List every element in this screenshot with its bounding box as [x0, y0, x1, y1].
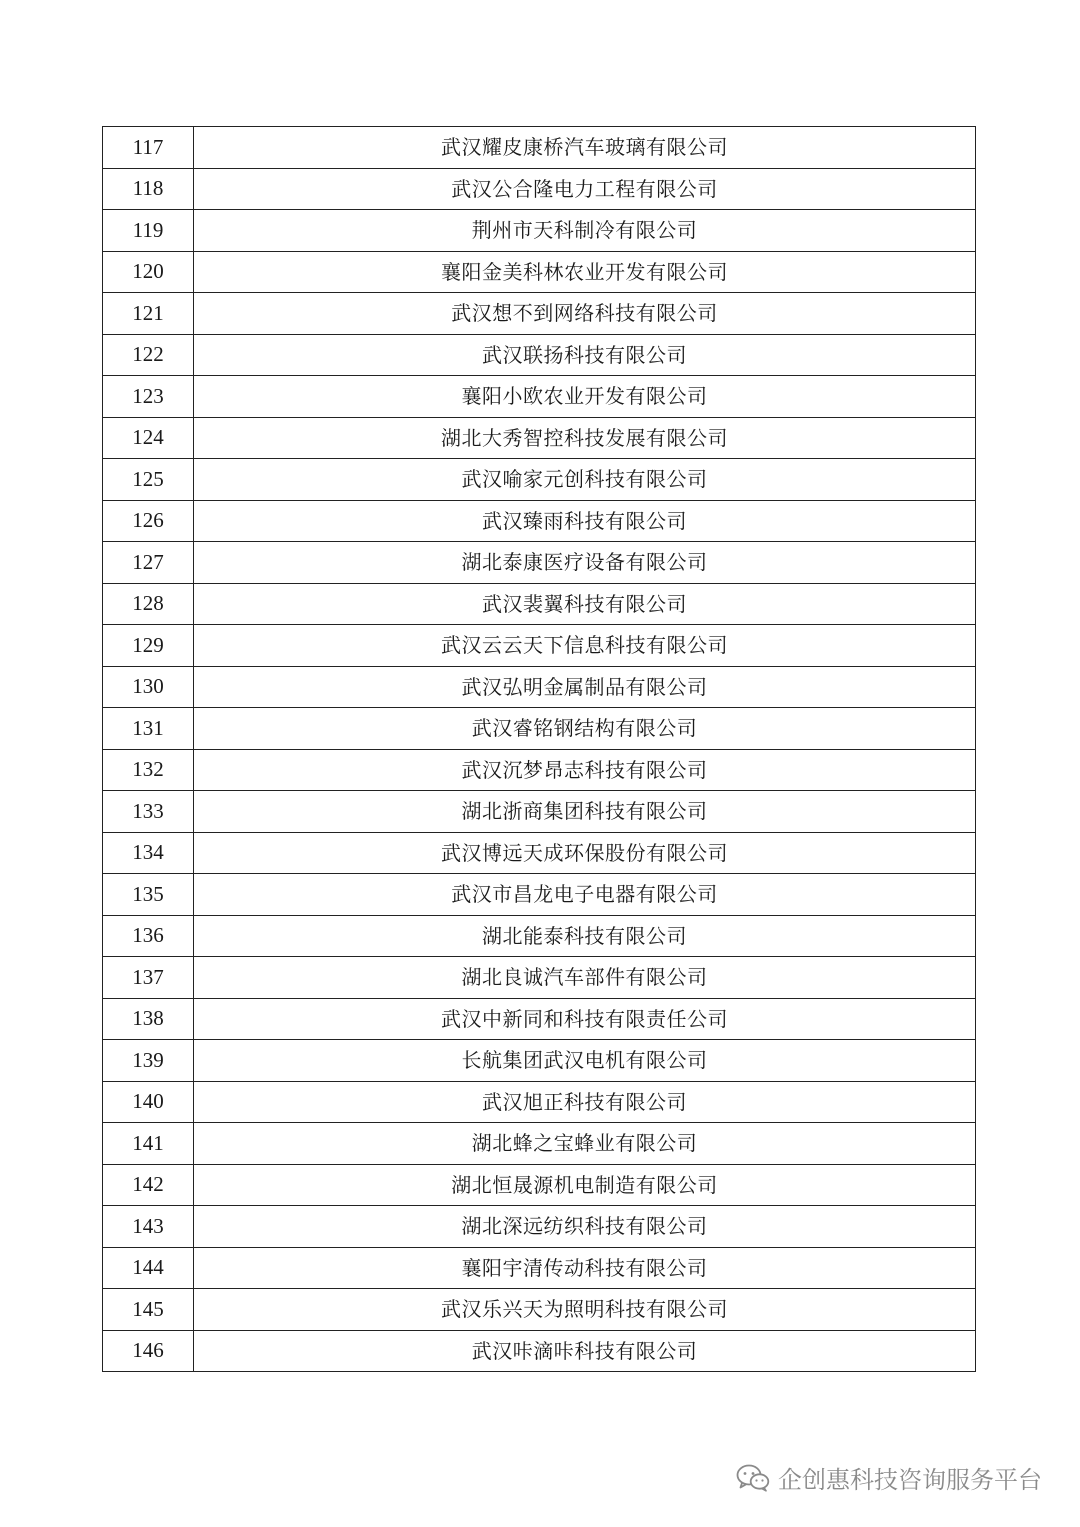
table-row	[103, 998, 976, 1040]
table-row	[103, 874, 976, 916]
row-number: 125	[103, 459, 194, 501]
company-name: 长航集团武汉电机有限公司	[194, 1040, 976, 1082]
company-name: 襄阳宇清传动科技有限公司	[194, 1247, 976, 1289]
table-row	[103, 251, 976, 293]
row-number: 124	[103, 417, 194, 459]
company-name: 武汉公合隆电力工程有限公司	[194, 168, 976, 210]
company-list-table	[102, 126, 976, 1372]
row-number: 130	[103, 666, 194, 708]
row-number: 146	[103, 1330, 194, 1372]
table-row	[103, 1040, 976, 1082]
company-name: 湖北能泰科技有限公司	[194, 915, 976, 957]
company-name: 武汉旭正科技有限公司	[194, 1081, 976, 1123]
row-number: 120	[103, 251, 194, 293]
company-name: 武汉喻家元创科技有限公司	[194, 459, 976, 501]
watermark-text: 企创惠科技咨询服务平台	[778, 1466, 1042, 1494]
row-number: 142	[103, 1164, 194, 1206]
table-row	[103, 708, 976, 750]
table-row	[103, 1206, 976, 1248]
row-number: 118	[103, 168, 194, 210]
row-number: 122	[103, 334, 194, 376]
row-number: 138	[103, 998, 194, 1040]
table-row	[103, 625, 976, 667]
row-number: 145	[103, 1289, 194, 1331]
company-name: 湖北蜂之宝蜂业有限公司	[194, 1123, 976, 1165]
table-row	[103, 334, 976, 376]
table-row	[103, 1330, 976, 1372]
row-number: 143	[103, 1206, 194, 1248]
table-row	[103, 542, 976, 584]
row-number: 131	[103, 708, 194, 750]
table-row	[103, 583, 976, 625]
company-name: 武汉弘明金属制品有限公司	[194, 666, 976, 708]
row-number: 139	[103, 1040, 194, 1082]
company-name: 武汉中新同和科技有限责任公司	[194, 998, 976, 1040]
table-row	[103, 1123, 976, 1165]
row-number: 140	[103, 1081, 194, 1123]
table-row	[103, 210, 976, 252]
table-row	[103, 417, 976, 459]
table-row	[103, 459, 976, 501]
row-number: 144	[103, 1247, 194, 1289]
row-number: 136	[103, 915, 194, 957]
company-name: 荆州市天科制冷有限公司	[194, 210, 976, 252]
company-name: 武汉咔滴咔科技有限公司	[194, 1330, 976, 1372]
table-row	[103, 293, 976, 335]
company-name: 武汉沉梦昂志科技有限公司	[194, 749, 976, 791]
row-number: 117	[103, 127, 194, 169]
row-number: 127	[103, 542, 194, 584]
table-body	[103, 127, 976, 1372]
company-name: 湖北泰康医疗设备有限公司	[194, 542, 976, 584]
company-name: 襄阳金美科林农业开发有限公司	[194, 251, 976, 293]
row-number: 135	[103, 874, 194, 916]
company-name: 武汉云云天下信息科技有限公司	[194, 625, 976, 667]
company-name: 湖北浙商集团科技有限公司	[194, 791, 976, 833]
company-name: 武汉博远天成环保股份有限公司	[194, 832, 976, 874]
company-name: 武汉想不到网络科技有限公司	[194, 293, 976, 335]
company-name: 武汉乐兴天为照明科技有限公司	[194, 1289, 976, 1331]
table-row	[103, 1164, 976, 1206]
table-row	[103, 500, 976, 542]
row-number: 134	[103, 832, 194, 874]
row-number: 132	[103, 749, 194, 791]
table-row	[103, 1081, 976, 1123]
row-number: 123	[103, 376, 194, 418]
table-row	[103, 791, 976, 833]
table-row	[103, 832, 976, 874]
company-name: 襄阳小欧农业开发有限公司	[194, 376, 976, 418]
row-number: 128	[103, 583, 194, 625]
company-name: 湖北深远纺织科技有限公司	[194, 1206, 976, 1248]
company-name: 湖北恒晟源机电制造有限公司	[194, 1164, 976, 1206]
table-row	[103, 168, 976, 210]
row-number: 137	[103, 957, 194, 999]
company-name: 武汉睿铭钢结构有限公司	[194, 708, 976, 750]
table-row	[103, 957, 976, 999]
watermark	[736, 1460, 1042, 1495]
company-name: 武汉裴翼科技有限公司	[194, 583, 976, 625]
row-number: 141	[103, 1123, 194, 1165]
row-number: 119	[103, 210, 194, 252]
row-number: 126	[103, 500, 194, 542]
row-number: 133	[103, 791, 194, 833]
table-row	[103, 1289, 976, 1331]
company-name: 湖北良诚汽车部件有限公司	[194, 957, 976, 999]
company-name: 武汉市昌龙电子电器有限公司	[194, 874, 976, 916]
wechat-icon	[736, 1464, 770, 1492]
table-row	[103, 749, 976, 791]
company-name: 武汉耀皮康桥汽车玻璃有限公司	[194, 127, 976, 169]
table-row	[103, 376, 976, 418]
table-row	[103, 915, 976, 957]
company-name: 湖北大秀智控科技发展有限公司	[194, 417, 976, 459]
table-row	[103, 666, 976, 708]
table-row	[103, 1247, 976, 1289]
company-name: 武汉臻雨科技有限公司	[194, 500, 976, 542]
company-name: 武汉联扬科技有限公司	[194, 334, 976, 376]
table-row	[103, 127, 976, 169]
row-number: 129	[103, 625, 194, 667]
row-number: 121	[103, 293, 194, 335]
